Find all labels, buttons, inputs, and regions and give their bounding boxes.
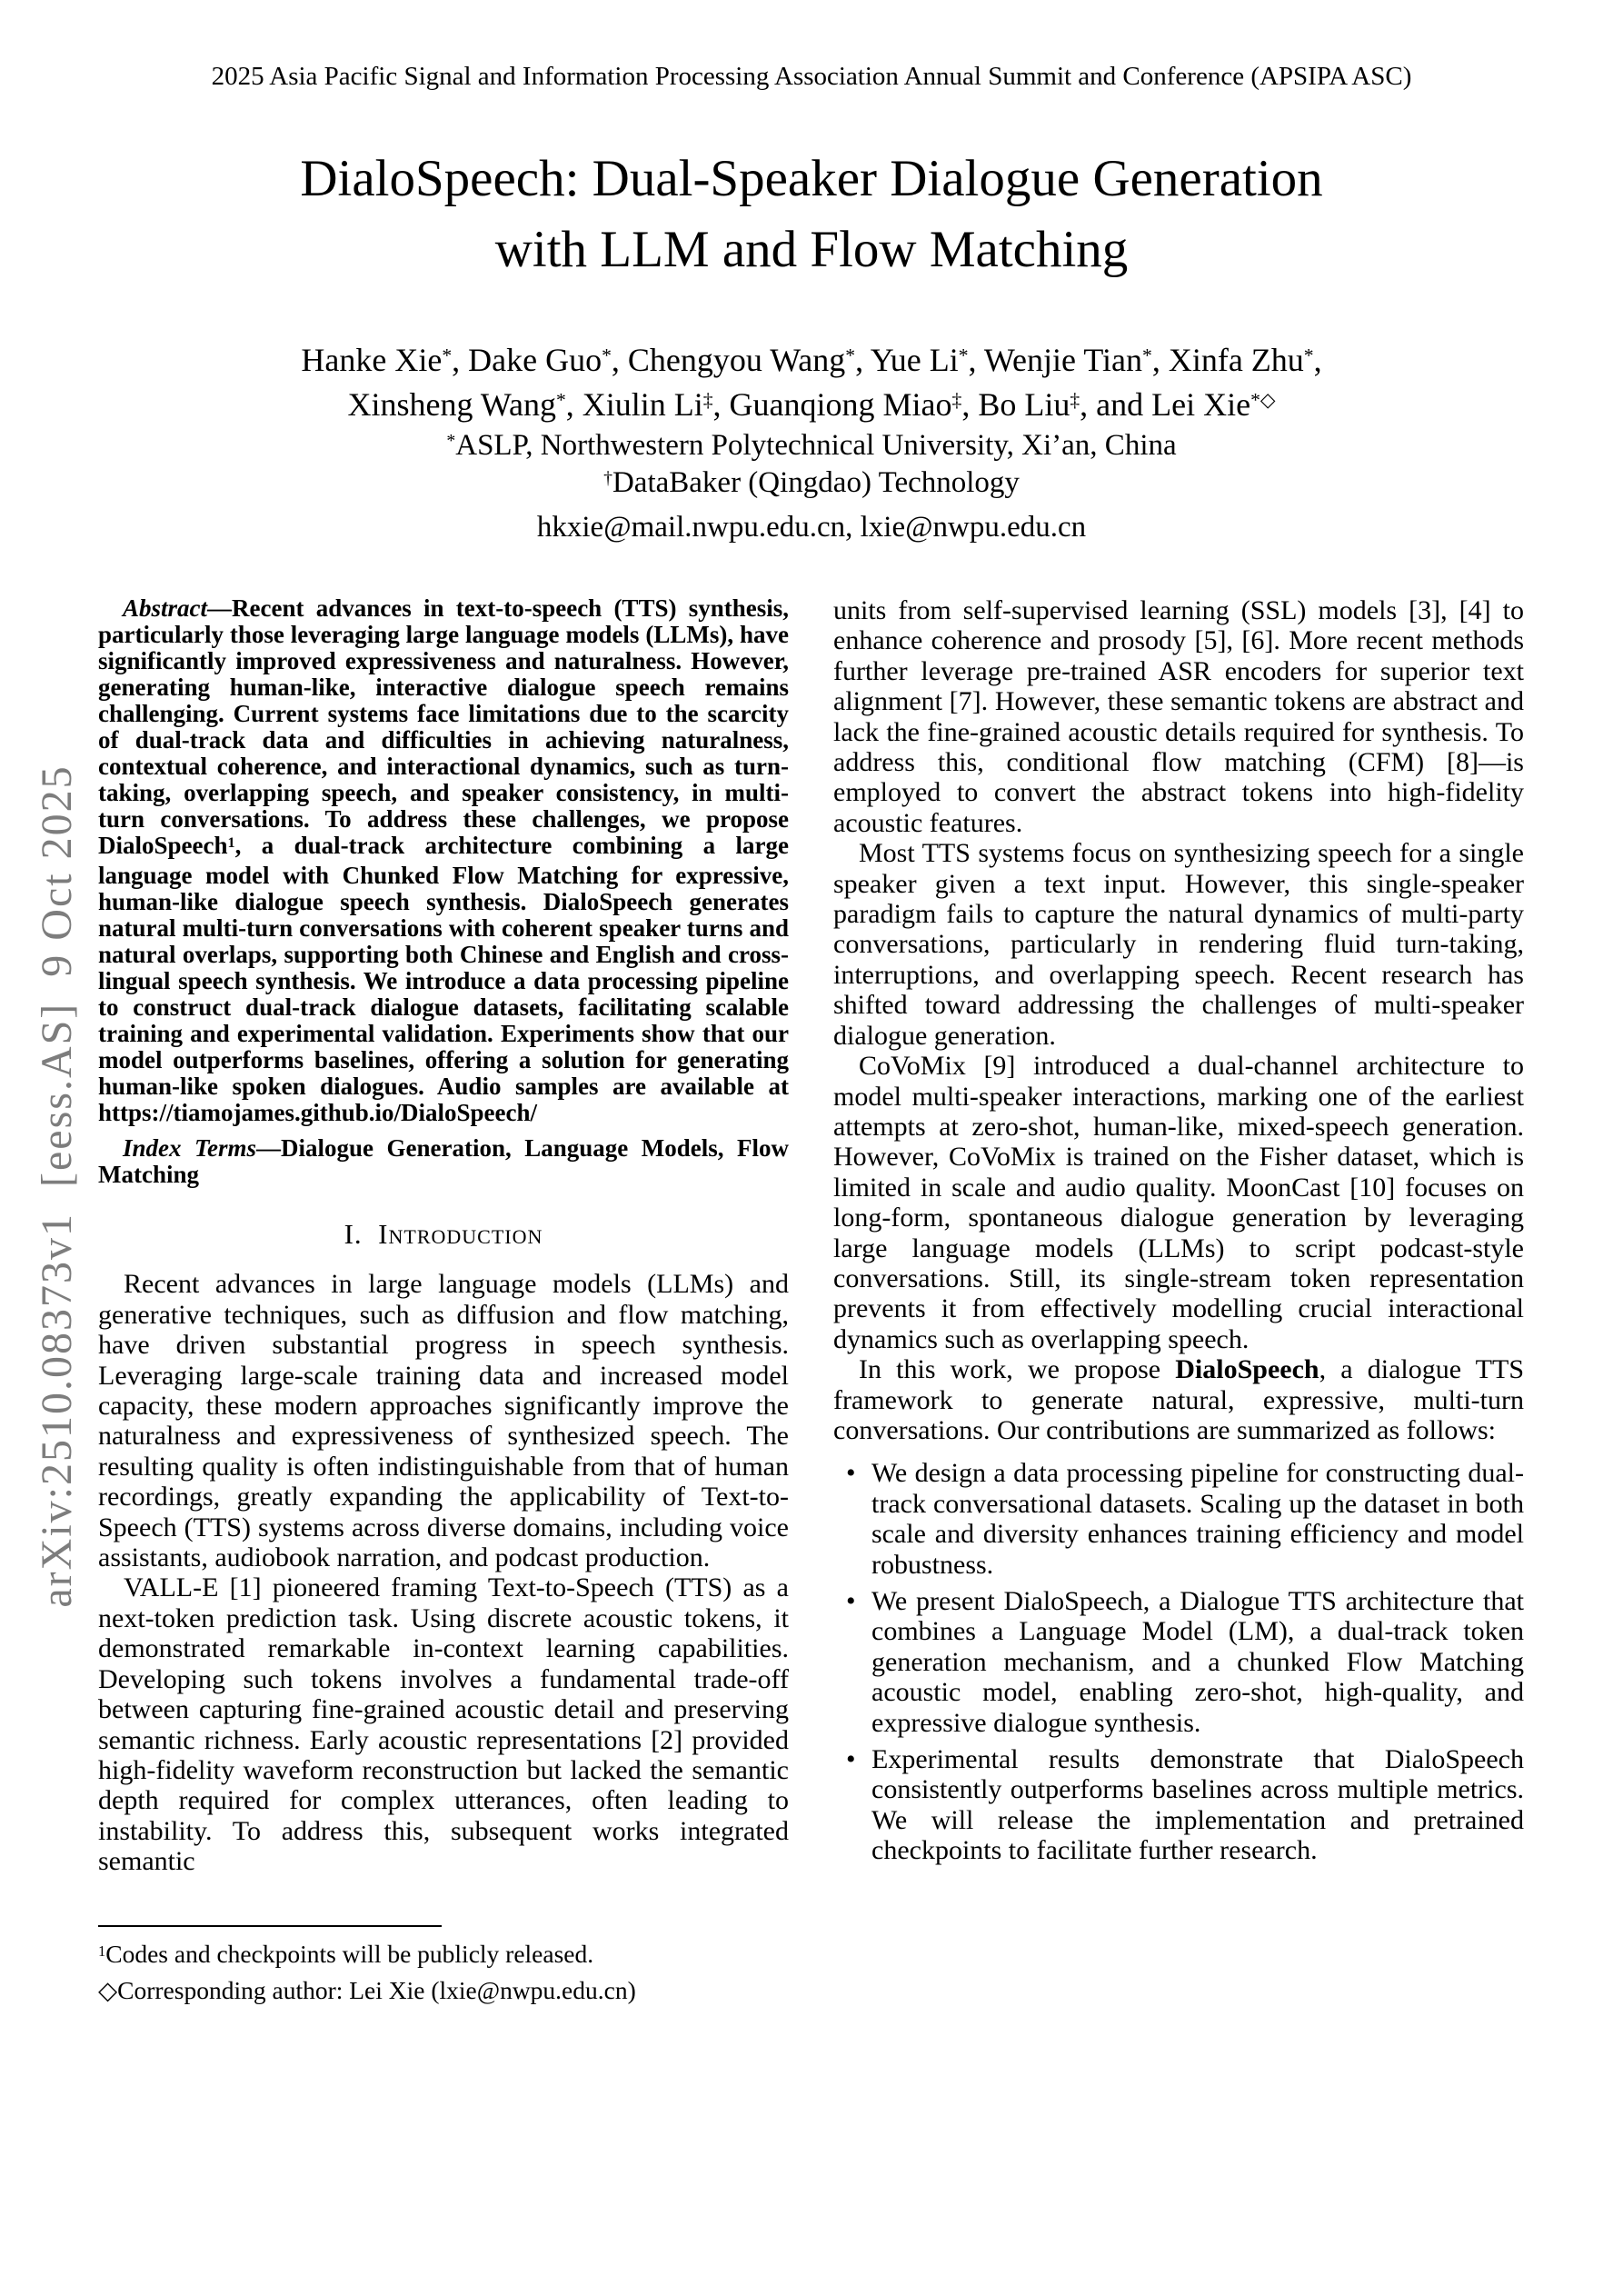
contribution-3: Experimental results demonstrate that DialoSpeech consistently outperforms baselines across multiple metrics. We will release the implementation and pretrained checkpoints to facilitate further research.: [871, 1744, 1524, 1866]
contribution-2: We present DialoSpeech, a Dialogue TTS architecture that combines a Language Model (LM), a dual-track token generation mechanism, and a chunked Flow Matching acoustic model, enabling zero-shot, high-quality, and expressive dialogue synthesis.: [871, 1586, 1524, 1738]
affiliation-mark: †: [603, 468, 612, 489]
author: Bo Liu‡,: [978, 386, 1097, 423]
author-affiliation-mark: *◇: [1250, 389, 1276, 412]
contributions-list: [833, 1458, 1524, 1865]
intro-paragraph-4: Most TTS systems focus on synthesizing speech for a single speaker given a text input. However, this single-speaker paradigm fails to capture the natural dynamics of multi-party conversations, particularly in rendering fluid turn-taking, interruptions, and overlapping speech. Recent research has shifted toward addressing the challenges of multi-speaker dialogue generation.: [833, 838, 1524, 1051]
contribution-1: We design a data processing pipeline for constructing dual-track conversational datasets. Scaling up the dataset in both scale and diversity enhances training efficiency and model robustness.: [871, 1458, 1524, 1580]
intro-paragraph-3: units from self-supervised learning (SSL) models [3], [4] to enhance coherence and prosody [5], [6]. More recent methods further leverage pre-trained ASR encoders for superior text alignment [7]. However, these semantic tokens are abstract and lack the fine-grained acoustic details required for synthesis. To address this, conditional flow matching (CFM) [8]—is employed to convert the abstract tokens into high-fidelity acoustic features.: [833, 595, 1524, 838]
conference-header: 2025 Asia Pacific Signal and Information Processing Association Annual Summit and Conference (APSIPA ASC): [211, 62, 1412, 91]
left-column: [98, 595, 789, 1877]
author-affiliation-mark: ‡: [702, 389, 713, 412]
author-affiliation-mark: ‡: [951, 389, 962, 412]
bullet-icon: •: [846, 1458, 856, 1489]
dialospeech-bold: DialoSpeech: [1175, 1354, 1319, 1385]
intro-paragraph-6: In this work, we propose DialoSpeech, a dialogue TTS framework to generate natural, expressive, multi-turn conversations. Our contributions are summarized as follows:: [833, 1354, 1524, 1445]
paper-title: [0, 144, 1623, 285]
abstract-footnote-mark: 1: [227, 834, 235, 851]
paper-title-line1: DialoSpeech: Dual-Speaker Dialogue Generation: [300, 150, 1323, 207]
author-affiliation-mark: *: [442, 344, 453, 367]
author: Chengyou Wang*,: [627, 342, 871, 378]
intro-paragraph-5: CoVoMix [9] introduced a dual-channel architecture to model multi-speaker interactions, marking one of the earliest attempts at zero-shot, human-like, mixed-speech generation. However, CoVoMix is trained on the Fisher dataset, which is limited in scale and audio quality. MoonCast [10] focuses on long-form, spontaneous dialogue generation by leveraging large language models (LLMs) to script podcast-style conversations. Still, its single-stream token representation prevents it from effectively modelling crucial interactional dynamics such as overlapping speech.: [833, 1051, 1524, 1354]
affiliation-1: *ASLP, Northwestern Polytechnical University, Xi’an, China: [446, 429, 1177, 462]
author-emails: hkxie@mail.nwpu.edu.cn, lxie@nwpu.edu.cn: [536, 511, 1087, 544]
list-item: [833, 1744, 1524, 1866]
author: Xinfa Zhu*,: [1168, 342, 1322, 378]
bullet-icon: •: [846, 1586, 856, 1616]
author: Dake Guo*,: [468, 342, 628, 378]
diamond-icon: ◇: [98, 1976, 118, 2004]
footnote-1-mark: 1: [98, 1942, 106, 1960]
footnote-2: ◇Corresponding author: Lei Xie (lxie@nwpu.edu.cn): [98, 1976, 636, 2004]
author-affiliation-mark: *: [1303, 344, 1314, 367]
footnotes: [98, 1925, 789, 2007]
author: Xiulin Li‡,: [582, 386, 730, 423]
arxiv-stamp: arXiv:2510.08373v1 [eess.AS] 9 Oct 2025: [33, 764, 81, 1608]
intro-paragraph-1: Recent advances in large language models (LLMs) and generative techniques, such as diffusion and flow matching, have driven substantial progress in speech synthesis. Leveraging large-scale training data and increased model capacity, these modern approaches significantly improve the naturalness and expressiveness of synthesized speech. The resulting quality is often indistinguishable from that of human recordings, greatly expanding the applicability of Text-to-Speech (TTS) systems across diverse domains, including voice assistants, audiobook narration, and podcast production.: [98, 1269, 789, 1573]
list-item: [833, 1586, 1524, 1738]
audio-samples-url[interactable]: https://tiamojames.github.io/DialoSpeech/: [98, 1099, 538, 1126]
footnote-divider: [98, 1925, 442, 1927]
author-line-2: [0, 384, 1623, 429]
index-terms-label: Index Terms: [123, 1134, 257, 1162]
abstract-text-2: , a dual-track architecture combining a large language model with Chunked Flow Matching for expressive, human-like dialogue speech synthesis. DialoSpeech generates natural multi-turn conversations with coherent speaker turns and natural overlaps, supporting both Chinese and English and cross-lingual speech synthesis. We introduce a data processing pipeline to construct dual-track dialogue datasets, facilitating scalable training and experimental validation. Experiments show that our model outperforms baselines, offering a solution for generating human-like spoken dialogues. Audio samples are available at: [98, 832, 789, 1100]
abstract-label: Abstract: [123, 594, 208, 622]
author-line-1: [0, 340, 1623, 384]
author: Guanqiong Miao‡,: [729, 386, 979, 423]
paper-title-line2: with LLM and Flow Matching: [494, 221, 1129, 278]
author-affiliation-mark: *: [555, 389, 566, 412]
index-terms-text: —Dialogue Generation, Language Models, Flow Matching: [98, 1134, 789, 1188]
author: Xinsheng Wang*,: [347, 386, 582, 423]
author: Yue Li*,: [870, 342, 984, 378]
author-affiliation-mark: *: [1142, 344, 1152, 367]
author-affiliation-mark: *: [958, 344, 969, 367]
author: and Lei Xie*◇: [1096, 386, 1276, 423]
list-item: [833, 1458, 1524, 1580]
intro-paragraph-2: VALL-E [1] pioneered framing Text-to-Speech (TTS) as a next-token prediction task. Using discrete acoustic tokens, it demonstrated remarkable in-context learning capabilities. Developing such tokens involves a fundamental trade-off between capturing fine-grained acoustic detail and preserving semantic richness. Early acoustic representations [2] provided high-fidelity waveform reconstruction but lacked the semantic depth required for complex utterances, often leading to instability. To address this, subsequent works integrated semantic: [98, 1572, 789, 1877]
authors-block: [0, 340, 1623, 544]
index-terms: [98, 1135, 789, 1188]
author-affiliation-mark: *: [845, 344, 856, 367]
right-column: [833, 595, 1524, 1866]
footnote-1: $^1$Codes and checkpoints will be publicly released.: [98, 1940, 594, 1968]
affiliation-mark: *: [446, 431, 456, 452]
author: Wenjie Tian*,: [983, 342, 1169, 378]
author: Hanke Xie*,: [301, 342, 469, 378]
abstract-text-1: —Recent advances in text-to-speech (TTS) synthesis, particularly those leveraging large language models (LLMs), have significantly improved expressiveness and naturalness. However, generating human-like, interactive dialogue speech remains challenging. Current systems face limitations due to the scarcity of dual-track data and difficulties in achieving naturalness, contextual coherence, and interactional dynamics, such as turn-taking, overlapping speech, and speaker consistency, in multi-turn conversations. To address these challenges, we propose DialoSpeech: [98, 594, 789, 859]
section-heading-introduction: I. Introduction: [344, 1218, 543, 1250]
author-affiliation-mark: ‡: [1070, 389, 1080, 412]
affiliation-2: †DataBaker (Qingdao) Technology: [603, 466, 1020, 499]
author-affiliation-mark: *: [602, 344, 612, 367]
abstract: [98, 595, 789, 1126]
bullet-icon: •: [846, 1744, 856, 1775]
